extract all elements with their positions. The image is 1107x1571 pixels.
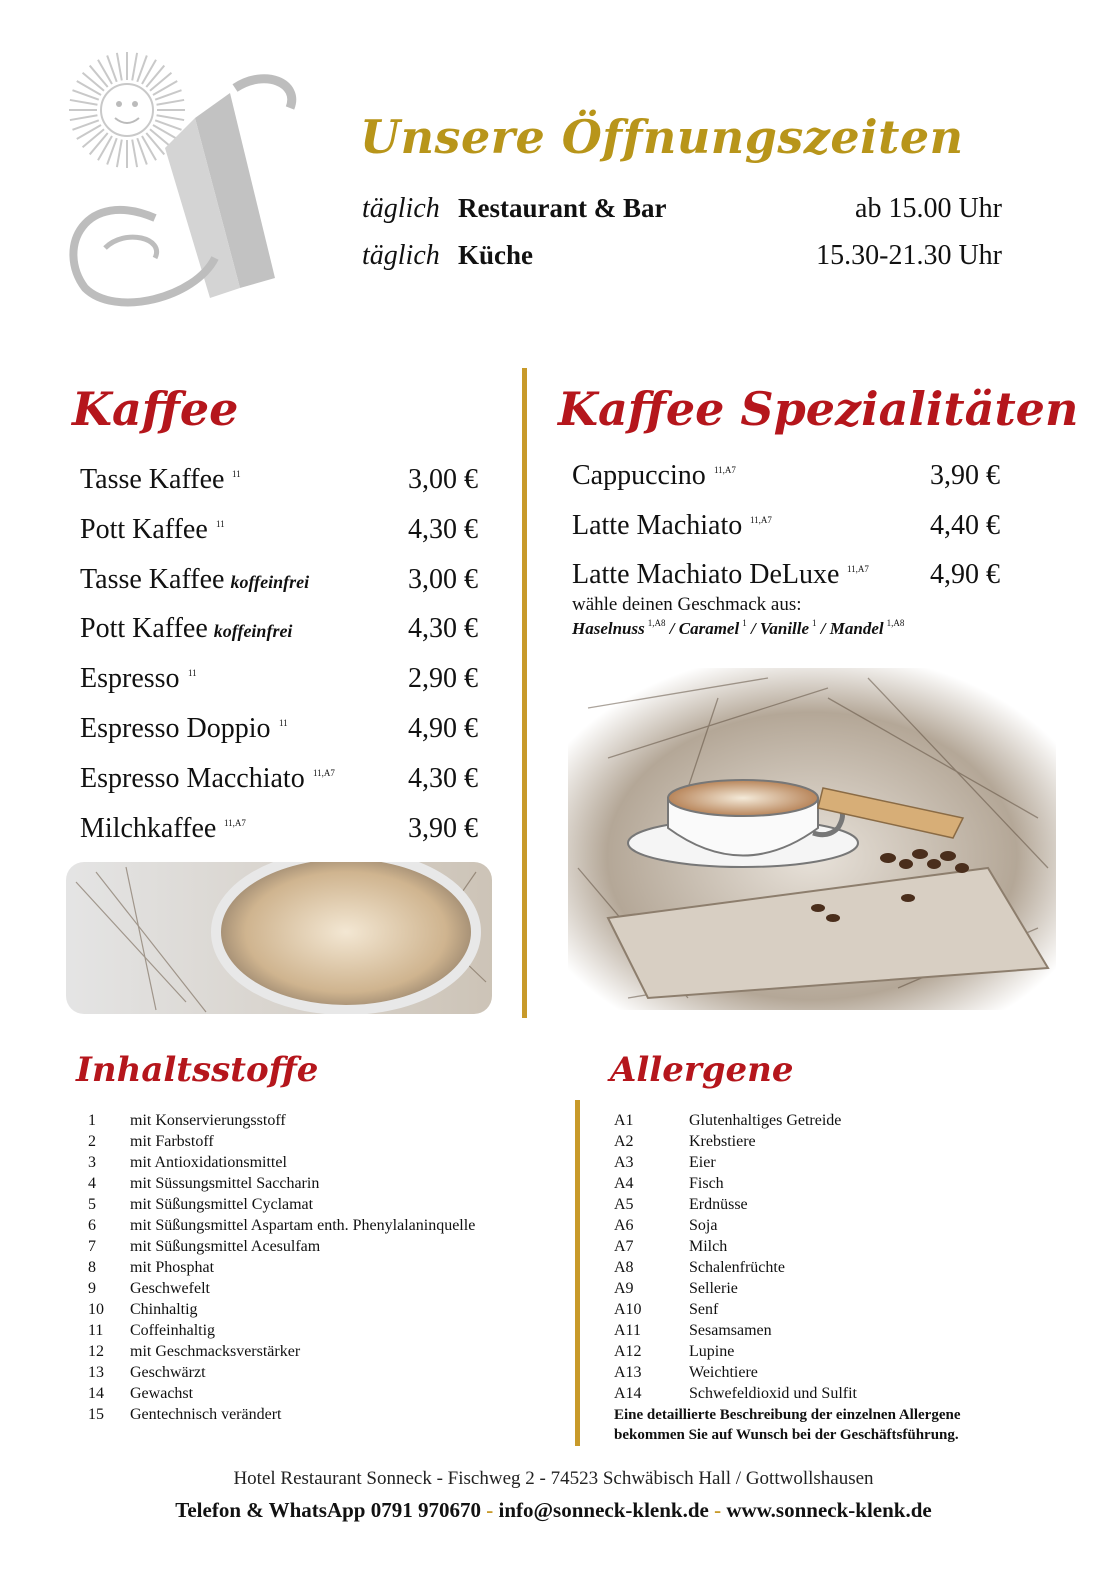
inhaltsstoff-item bbox=[88, 1278, 548, 1299]
inhaltsstoff-item bbox=[88, 1173, 548, 1194]
allergen-text: Krebstiere bbox=[689, 1133, 756, 1150]
kaffee-menu-item bbox=[80, 709, 478, 749]
allergen-item bbox=[614, 1215, 1034, 1236]
flavor-allergen-codes: 1,A8 bbox=[886, 618, 905, 628]
spezialitaeten-menu-item bbox=[572, 456, 1000, 496]
flavor-name: Mandel bbox=[829, 619, 884, 638]
allergen-item bbox=[614, 1341, 1034, 1362]
inhaltsstoffe-title: Inhaltsstoffe bbox=[76, 1050, 319, 1090]
hours-time: 15.30-21.30 Uhr bbox=[816, 240, 1002, 271]
menu-item-name: Espresso Macchiato bbox=[80, 762, 305, 794]
menu-item-price: 4,30 € bbox=[408, 513, 478, 545]
allergen-code: A7 bbox=[614, 1238, 634, 1255]
footer-separator: - bbox=[486, 1498, 494, 1522]
menu-item-allergen-codes: 11,A7 bbox=[313, 767, 335, 778]
allergen-code: A8 bbox=[614, 1259, 634, 1276]
sonneck-logo-icon bbox=[45, 48, 305, 318]
flavor-option bbox=[572, 619, 666, 638]
inhaltsstoff-number: 1 bbox=[88, 1112, 96, 1129]
allergen-code: A13 bbox=[614, 1364, 642, 1381]
allergen-code: A11 bbox=[614, 1322, 641, 1339]
flavor-allergen-codes: 1 bbox=[812, 618, 817, 628]
allergen-item bbox=[614, 1194, 1034, 1215]
menu-item-allergen-codes: 11,A7 bbox=[224, 817, 246, 828]
kaffee-menu-item bbox=[80, 659, 478, 699]
decaf-label: koffeinfrei bbox=[230, 571, 310, 592]
menu-item-allergen-codes: 11 bbox=[216, 518, 225, 529]
menu-item-name: Tasse Kaffee koffeinfrei bbox=[80, 563, 310, 595]
inhaltsstoff-number: 2 bbox=[88, 1133, 96, 1150]
hours-label: Restaurant & Bar bbox=[458, 193, 667, 223]
inhaltsstoff-item bbox=[88, 1383, 548, 1404]
allergen-item bbox=[614, 1257, 1034, 1278]
allergen-code: A4 bbox=[614, 1175, 634, 1192]
kaffee-menu-item bbox=[80, 809, 478, 849]
footer-phone: Telefon & WhatsApp 0791 970670 bbox=[175, 1498, 481, 1522]
inhaltsstoff-item bbox=[88, 1215, 548, 1236]
coffee-cup-sketch-image bbox=[66, 862, 492, 1014]
spezialitaeten-menu-item bbox=[572, 555, 1000, 595]
inhaltsstoff-number: 8 bbox=[88, 1259, 96, 1276]
menu-item-name: Pott Kaffee koffeinfrei bbox=[80, 613, 293, 645]
inhaltsstoff-item bbox=[88, 1257, 548, 1278]
inhaltsstoff-number: 7 bbox=[88, 1238, 96, 1255]
menu-item-name: Pott Kaffee bbox=[80, 513, 208, 545]
kaffee-section-title: Kaffee bbox=[72, 382, 239, 436]
inhaltsstoff-text: mit Süßungsmittel Acesulfam bbox=[130, 1238, 321, 1255]
inhaltsstoff-text: Chinhaltig bbox=[130, 1301, 198, 1318]
menu-item-name: Latte Machiato bbox=[572, 509, 743, 541]
allergen-code: A1 bbox=[614, 1112, 634, 1129]
hours-label: Küche bbox=[458, 240, 534, 270]
allergen-item bbox=[614, 1173, 1034, 1194]
menu-item-price: 4,30 € bbox=[408, 762, 478, 794]
inhaltsstoff-text: Geschwefelt bbox=[130, 1280, 210, 1297]
footer-address: Hotel Restaurant Sonneck - Fischweg 2 - 74523 Schwäbisch Hall / Gottwollshausen bbox=[233, 1468, 874, 1489]
inhaltsstoff-text: mit Farbstoff bbox=[130, 1133, 214, 1150]
menu-item-name: Espresso bbox=[80, 663, 180, 695]
allergen-text: Milch bbox=[689, 1238, 728, 1255]
inhaltsstoff-text: Gentechnisch verändert bbox=[130, 1406, 282, 1423]
flavor-name: Vanille bbox=[759, 619, 810, 638]
flavor-option bbox=[830, 619, 905, 638]
allergen-text: Schalenfrüchte bbox=[689, 1259, 785, 1276]
inhaltsstoff-item bbox=[88, 1341, 548, 1362]
inhaltsstoff-number: 12 bbox=[88, 1343, 104, 1360]
flavor-options: Haselnuss $^{1,A8}$ / Caramel $^1$ / Vanille $^1$ / Mandel $^{1,A8}$ bbox=[572, 618, 905, 638]
inhaltsstoff-item bbox=[88, 1236, 548, 1257]
inhaltsstoff-item bbox=[88, 1194, 548, 1215]
column-divider bbox=[522, 368, 527, 1018]
inhaltsstoff-text: Coffeinhaltig bbox=[130, 1322, 216, 1339]
menu-item-name: Latte Machiato DeLuxe bbox=[572, 559, 840, 590]
inhaltsstoff-text: mit Phosphat bbox=[130, 1259, 215, 1276]
kaffee-menu-item bbox=[80, 560, 478, 600]
allergen-item bbox=[614, 1131, 1034, 1152]
allergen-text: Weichtiere bbox=[689, 1364, 758, 1381]
inhaltsstoff-item bbox=[88, 1152, 548, 1173]
inhaltsstoff-item bbox=[88, 1320, 548, 1341]
hours-time: ab 15.00 Uhr bbox=[855, 193, 1002, 224]
allergene-divider bbox=[575, 1100, 580, 1446]
allergen-text: Sesamsamen bbox=[689, 1322, 772, 1339]
allergen-text: Schwefeldioxid und Sulfit bbox=[689, 1385, 857, 1402]
menu-item-price: 3,00 € bbox=[408, 563, 478, 595]
inhaltsstoff-text: mit Süssungsmittel Saccharin bbox=[130, 1175, 320, 1192]
menu-item-name: Cappuccino bbox=[572, 460, 706, 491]
allergen-text: Eier bbox=[689, 1154, 716, 1171]
inhaltsstoff-number: 13 bbox=[88, 1364, 104, 1381]
inhaltsstoff-item bbox=[88, 1131, 548, 1152]
allergen-code: A12 bbox=[614, 1343, 642, 1360]
menu-item-price: 3,90 € bbox=[408, 812, 478, 844]
allergen-code: A6 bbox=[614, 1217, 634, 1234]
allergen-text: Erdnüsse bbox=[689, 1196, 748, 1213]
menu-item-price: 3,00 € bbox=[408, 464, 478, 495]
menu-item-price: 4,90 € bbox=[930, 559, 1000, 590]
menu-item-price: 4,40 € bbox=[930, 509, 1000, 541]
inhaltsstoff-number: 15 bbox=[88, 1406, 104, 1423]
allergen-code: A3 bbox=[614, 1154, 634, 1171]
menu-item-name: Espresso Doppio bbox=[80, 713, 271, 744]
menu-item-allergen-codes: 11,A7 bbox=[714, 465, 736, 475]
allergen-code: A5 bbox=[614, 1196, 634, 1213]
allergen-item bbox=[614, 1236, 1034, 1257]
hours-row bbox=[362, 193, 1002, 233]
inhaltsstoff-number: 9 bbox=[88, 1280, 96, 1297]
menu-item-allergen-codes: 11,A7 bbox=[750, 514, 772, 525]
allergen-code: A9 bbox=[614, 1280, 634, 1297]
inhaltsstoffe-list bbox=[88, 1110, 548, 1425]
allergen-code: A14 bbox=[614, 1385, 642, 1402]
allergene-note-line: bekommen Sie auf Wunsch bei der Geschäftsführung. bbox=[614, 1427, 959, 1443]
allergen-text: Senf bbox=[689, 1301, 719, 1318]
allergen-code: A10 bbox=[614, 1301, 642, 1318]
inhaltsstoff-item bbox=[88, 1362, 548, 1383]
inhaltsstoff-text: mit Süßungsmittel Cyclamat bbox=[130, 1196, 314, 1213]
inhaltsstoff-item bbox=[88, 1404, 548, 1425]
allergen-code: A2 bbox=[614, 1133, 634, 1150]
allergen-item bbox=[614, 1362, 1034, 1383]
allergen-text: Fisch bbox=[689, 1175, 724, 1192]
footer-separator: - bbox=[714, 1498, 722, 1522]
spezialitaeten-section-title: Kaffee Spezialitäten bbox=[558, 382, 1079, 436]
footer-email-link[interactable]: info@sonneck-klenk.de bbox=[498, 1498, 709, 1522]
menu-item-allergen-codes: 11,A7 bbox=[847, 564, 869, 574]
opening-hours-title: Unsere Öffnungszeiten bbox=[360, 110, 964, 164]
allergen-item bbox=[614, 1320, 1034, 1341]
menu-item-price: 4,30 € bbox=[408, 613, 478, 645]
inhaltsstoff-item bbox=[88, 1299, 548, 1320]
cappuccino-sketch-image bbox=[568, 668, 1056, 1010]
spezialitaeten-menu-item bbox=[572, 506, 1000, 546]
allergen-text: Sellerie bbox=[689, 1280, 738, 1297]
menu-item-price: 2,90 € bbox=[408, 663, 478, 695]
menu-item-name: Milchkaffee bbox=[80, 812, 217, 844]
allergene-note bbox=[614, 1405, 1034, 1445]
kaffee-menu-item bbox=[80, 460, 478, 500]
allergen-item bbox=[614, 1278, 1034, 1299]
footer-website-link[interactable]: www.sonneck-klenk.de bbox=[726, 1498, 932, 1522]
flavor-name: Haselnuss bbox=[572, 619, 645, 638]
allergen-text: Soja bbox=[689, 1217, 718, 1234]
inhaltsstoff-text: mit Geschmacksverstärker bbox=[130, 1343, 301, 1360]
menu-item-allergen-codes: 11 bbox=[188, 668, 197, 679]
allergen-item bbox=[614, 1110, 1034, 1131]
inhaltsstoff-number: 6 bbox=[88, 1217, 96, 1234]
inhaltsstoff-number: 14 bbox=[88, 1385, 104, 1402]
inhaltsstoff-number: 11 bbox=[88, 1322, 104, 1339]
inhaltsstoff-text: mit Konservierungsstoff bbox=[130, 1112, 286, 1129]
flavor-allergen-codes: 1 bbox=[742, 618, 747, 628]
hours-qualifier: täglich bbox=[362, 240, 440, 271]
menu-item-name: Tasse Kaffee bbox=[80, 464, 225, 495]
menu-item-allergen-codes: 11 bbox=[232, 469, 241, 479]
inhaltsstoff-number: 4 bbox=[88, 1175, 96, 1192]
inhaltsstoff-text: Geschwärzt bbox=[130, 1364, 206, 1381]
hours-row bbox=[362, 240, 1002, 280]
allergen-item bbox=[614, 1152, 1034, 1173]
menu-item-price: 3,90 € bbox=[930, 460, 1000, 491]
flavor-option bbox=[760, 619, 817, 638]
allergene-title: Allergene bbox=[610, 1050, 794, 1090]
menu-item-price: 4,90 € bbox=[408, 713, 478, 744]
inhaltsstoff-text: Gewachst bbox=[130, 1385, 194, 1402]
kaffee-menu-item bbox=[80, 759, 478, 799]
allergene-note-line: Eine detaillierte Beschreibung der einzelnen Allergene bbox=[614, 1407, 961, 1423]
flavor-option bbox=[679, 619, 747, 638]
allergen-item bbox=[614, 1299, 1034, 1320]
allergene-list bbox=[614, 1110, 1034, 1404]
kaffee-menu-item bbox=[80, 510, 478, 550]
allergen-text: Glutenhaltiges Getreide bbox=[689, 1112, 842, 1129]
flavor-choice-label: wähle deinen Geschmack aus: bbox=[572, 594, 802, 615]
inhaltsstoff-number: 10 bbox=[88, 1301, 104, 1318]
allergen-item bbox=[614, 1383, 1034, 1404]
footer-contact bbox=[0, 1498, 1107, 1523]
flavor-allergen-codes: 1,A8 bbox=[647, 618, 666, 628]
inhaltsstoff-item bbox=[88, 1110, 548, 1131]
inhaltsstoff-number: 5 bbox=[88, 1196, 96, 1213]
inhaltsstoff-text: mit Süßungsmittel Aspartam enth. Phenylalaninquelle bbox=[130, 1217, 476, 1234]
allergen-text: Lupine bbox=[689, 1343, 735, 1360]
hours-qualifier: täglich bbox=[362, 193, 440, 224]
decaf-label: koffeinfrei bbox=[213, 621, 293, 642]
inhaltsstoff-text: mit Antioxidationsmittel bbox=[130, 1154, 287, 1171]
kaffee-menu-item bbox=[80, 609, 478, 649]
menu-item-allergen-codes: 11 bbox=[279, 718, 288, 728]
flavor-name: Caramel bbox=[678, 619, 740, 638]
inhaltsstoff-number: 3 bbox=[88, 1154, 96, 1171]
